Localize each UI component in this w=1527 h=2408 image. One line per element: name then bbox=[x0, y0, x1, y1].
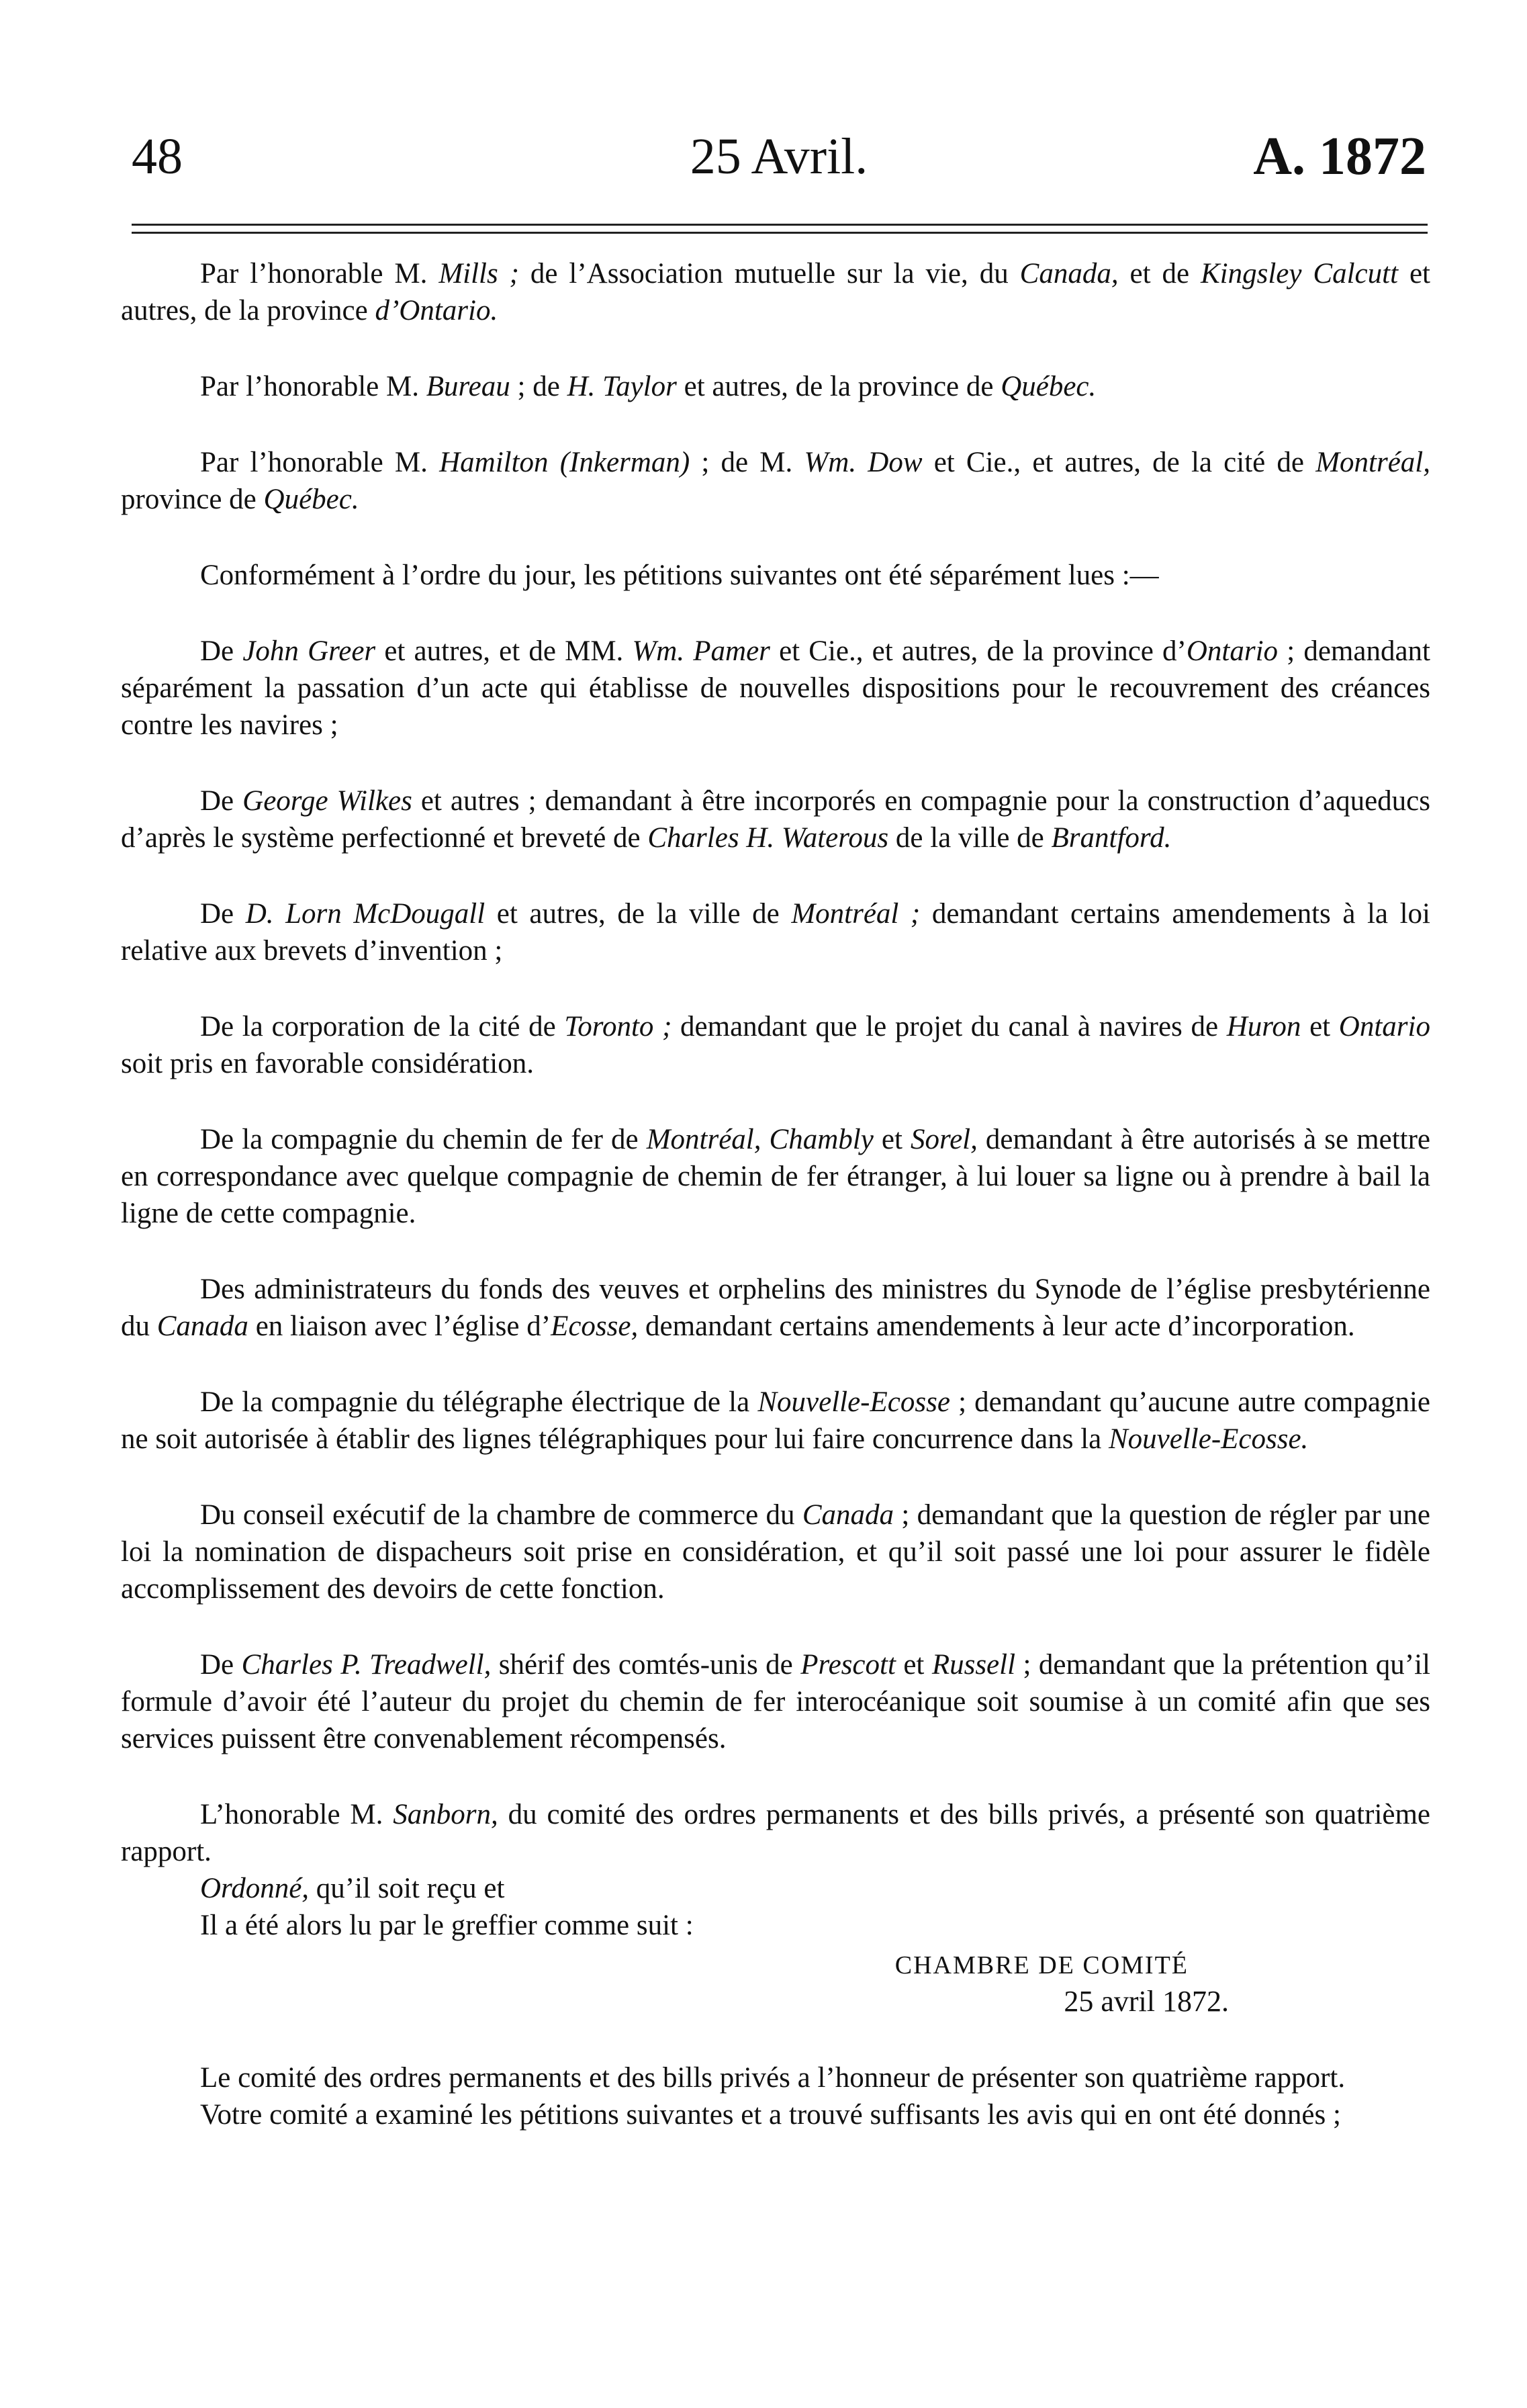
italic-name: Bureau bbox=[426, 371, 510, 402]
report-intro bbox=[121, 1796, 1430, 1870]
text-run: Par l’honorable M. bbox=[200, 447, 440, 478]
petition-paragraph bbox=[121, 783, 1430, 856]
text-run: et autres, de la province bbox=[121, 258, 1430, 326]
text-run: qu’il soit reçu et bbox=[309, 1873, 505, 1904]
report-read: Il a été alors lu par le greffier comme suit : bbox=[200, 1910, 694, 1941]
italic-name: Québec. bbox=[1001, 371, 1097, 402]
text-run: soit pris en favorable considération. bbox=[121, 1048, 534, 1079]
text-run: et Cie., et autres, de la province d’ bbox=[770, 635, 1187, 667]
text-run: de l’Association mutuelle sur la vie, du bbox=[518, 258, 1020, 289]
italic-name: H. Taylor bbox=[567, 371, 677, 402]
text-run: demandant certains amendements à leur acte d’incorporation. bbox=[638, 1310, 1355, 1342]
italic-name: Canada bbox=[802, 1499, 894, 1531]
page-date: 25 Avril. bbox=[690, 128, 868, 185]
text-run: De bbox=[200, 635, 243, 667]
italic-name: Brantford. bbox=[1051, 822, 1172, 854]
italic-name: Toronto ; bbox=[564, 1011, 672, 1042]
petition-paragraph bbox=[121, 1271, 1430, 1345]
italic-name: Charles H. Waterous bbox=[647, 822, 889, 854]
italic-name: Sorel, bbox=[910, 1124, 978, 1155]
petition-paragraph bbox=[121, 633, 1430, 744]
text-run: et autres, et de MM. bbox=[375, 635, 633, 667]
text-run: Du conseil exécutif de la chambre de commerce du bbox=[200, 1499, 802, 1531]
italic-name: Ontario bbox=[1186, 635, 1279, 667]
petition-paragraph bbox=[121, 1008, 1430, 1082]
committee-stamp: CHAMBRE DE COMITÉ bbox=[894, 1951, 1189, 1979]
petition-paragraph bbox=[121, 255, 1430, 329]
petition-paragraph bbox=[121, 895, 1430, 969]
italic-name: D. Lorn McDougall bbox=[245, 898, 485, 930]
italic-name: Wm. Dow bbox=[804, 447, 923, 478]
text-run: et bbox=[895, 1649, 932, 1681]
text-run: De la compagnie du télégraphe électrique de la bbox=[200, 1386, 758, 1418]
petition-paragraph bbox=[121, 557, 1430, 594]
italic-name: Ontario bbox=[1338, 1011, 1430, 1042]
text-run: et de bbox=[1118, 258, 1201, 289]
text-run: et autres ; demandant à être incorporés en compagnie pour la construction d’aqueducs d’après le système perfectionné et breveté de bbox=[121, 785, 1430, 854]
text-run: De bbox=[200, 898, 246, 930]
text-run: du comité des ordres permanents et des bills privés, a présenté son quatrième rapport. bbox=[121, 1799, 1431, 1867]
text-run: shérif des comtés-unis de bbox=[491, 1649, 801, 1681]
text-run: et bbox=[1301, 1011, 1339, 1042]
italic-name: Montréal ; bbox=[791, 898, 921, 930]
italic-name: Montréal, bbox=[1315, 447, 1431, 478]
italic-name: Russell bbox=[931, 1649, 1016, 1681]
text-run: ; demandant qu’aucune autre compagnie ne soit autorisée à établir des lignes télégraphiques pour lui faire concurrence dans la bbox=[121, 1386, 1431, 1455]
header-rule-top bbox=[132, 224, 1428, 226]
italic-name: Ordonné, bbox=[200, 1873, 310, 1904]
italic-name: John Greer bbox=[242, 635, 376, 667]
body-text bbox=[121, 255, 1430, 2172]
italic-name: d’Ontario. bbox=[375, 295, 498, 326]
petition-paragraph bbox=[121, 1121, 1430, 1232]
text-run: Conformément à l’ordre du jour, les pétitions suivantes ont été séparément lues :— bbox=[200, 560, 1159, 591]
text-run: demandant que le projet du canal à navires de bbox=[672, 1011, 1227, 1042]
report-paragraph: Votre comité a examiné les pétitions suivantes et a trouvé suffisants les avis qui en ont été donnés ; bbox=[200, 2099, 1341, 2131]
italic-name: Huron bbox=[1226, 1011, 1301, 1042]
text-run: ; demandant que la prétention qu’il formule d’avoir été l’auteur du projet du chemin de fer interocéanique soit soumise à un comité afin que ses services puissent être convenablement récompensés. bbox=[121, 1649, 1430, 1754]
petition-list bbox=[121, 255, 1430, 1757]
italic-name: Montréal, Chambly bbox=[646, 1124, 874, 1155]
text-run: et autres, de la province de bbox=[676, 371, 1001, 402]
text-run: et bbox=[873, 1124, 911, 1155]
italic-name: Nouvelle-Ecosse bbox=[757, 1386, 950, 1418]
text-run: demandant certains amendements à la loi relative aux brevets d’invention ; bbox=[121, 898, 1430, 967]
text-run: ; de bbox=[510, 371, 567, 402]
italic-name: Sanborn, bbox=[393, 1799, 498, 1830]
header-rule-bottom bbox=[132, 232, 1428, 234]
italic-name: Charles P. Treadwell, bbox=[241, 1649, 492, 1681]
text-run: et autres, de la ville de bbox=[485, 898, 792, 930]
text-run: De bbox=[200, 1649, 242, 1681]
text-run: Par l’honorable M. bbox=[200, 371, 426, 402]
text-run: de la ville de bbox=[888, 822, 1052, 854]
italic-name: Wm. Pamer bbox=[632, 635, 770, 667]
italic-name: Hamilton (Inkerman) bbox=[439, 447, 690, 478]
page-number: 48 bbox=[132, 128, 183, 185]
italic-name: Mills ; bbox=[438, 258, 519, 289]
text-run: Des administrateurs du fonds des veuves et orphelins des ministres du Synode de l’église presbytérienne du bbox=[121, 1274, 1430, 1342]
text-run: L’honorable M. bbox=[200, 1799, 394, 1830]
italic-name: George Wilkes bbox=[242, 785, 412, 817]
report-paragraph: Le comité des ordres permanents et des bills privés a l’honneur de présenter son quatrième rapport. bbox=[200, 2062, 1346, 2094]
text-run: ; de M. bbox=[690, 447, 804, 478]
italic-name: Canada bbox=[156, 1310, 248, 1342]
petition-paragraph bbox=[121, 368, 1430, 405]
petition-paragraph bbox=[121, 444, 1430, 518]
italic-name: Ecosse, bbox=[551, 1310, 639, 1342]
page-header bbox=[132, 107, 1426, 188]
text-run: ; demandant séparément la passation d’un acte qui établisse de nouvelles dispositions pour le recouvrement des créances contre les navires ; bbox=[121, 635, 1430, 741]
report-ordered bbox=[121, 1870, 1430, 1907]
italic-name: Québec. bbox=[263, 484, 359, 515]
italic-name: Prescott bbox=[800, 1649, 896, 1681]
page-year: A. 1872 bbox=[1253, 127, 1426, 186]
italic-name: Nouvelle-Ecosse. bbox=[1109, 1423, 1309, 1455]
text-run: Par l’honorable M. bbox=[200, 258, 439, 289]
committee-date: 25 avril 1872. bbox=[1064, 1985, 1229, 2018]
text-run: en liaison avec l’église d’ bbox=[248, 1310, 551, 1342]
italic-name: Canada, bbox=[1019, 258, 1119, 289]
text-run: De la corporation de la cité de bbox=[200, 1011, 565, 1042]
text-run: De la compagnie du chemin de fer de bbox=[200, 1124, 647, 1155]
italic-name: Kingsley Calcutt bbox=[1201, 258, 1399, 289]
petition-paragraph bbox=[121, 1646, 1430, 1757]
text-run: et Cie., et autres, de la cité de bbox=[922, 447, 1316, 478]
text-run: province de bbox=[121, 484, 264, 515]
text-run: De bbox=[200, 785, 243, 817]
text-run: demandant à être autorisés à se mettre en correspondance avec quelque compagnie de chemin de fer étranger, à lui louer sa ligne ou à prendre à bail la ligne de cette compagnie. bbox=[121, 1124, 1430, 1229]
text-run: ; demandant que la question de régler par une loi la nomination de dispacheurs soit prise en considération, et qu’il soit passé une loi pour assurer le fidèle accomplissement des devoirs de cette fonction. bbox=[121, 1499, 1430, 1605]
petition-paragraph bbox=[121, 1497, 1430, 1607]
petition-paragraph bbox=[121, 1384, 1430, 1458]
